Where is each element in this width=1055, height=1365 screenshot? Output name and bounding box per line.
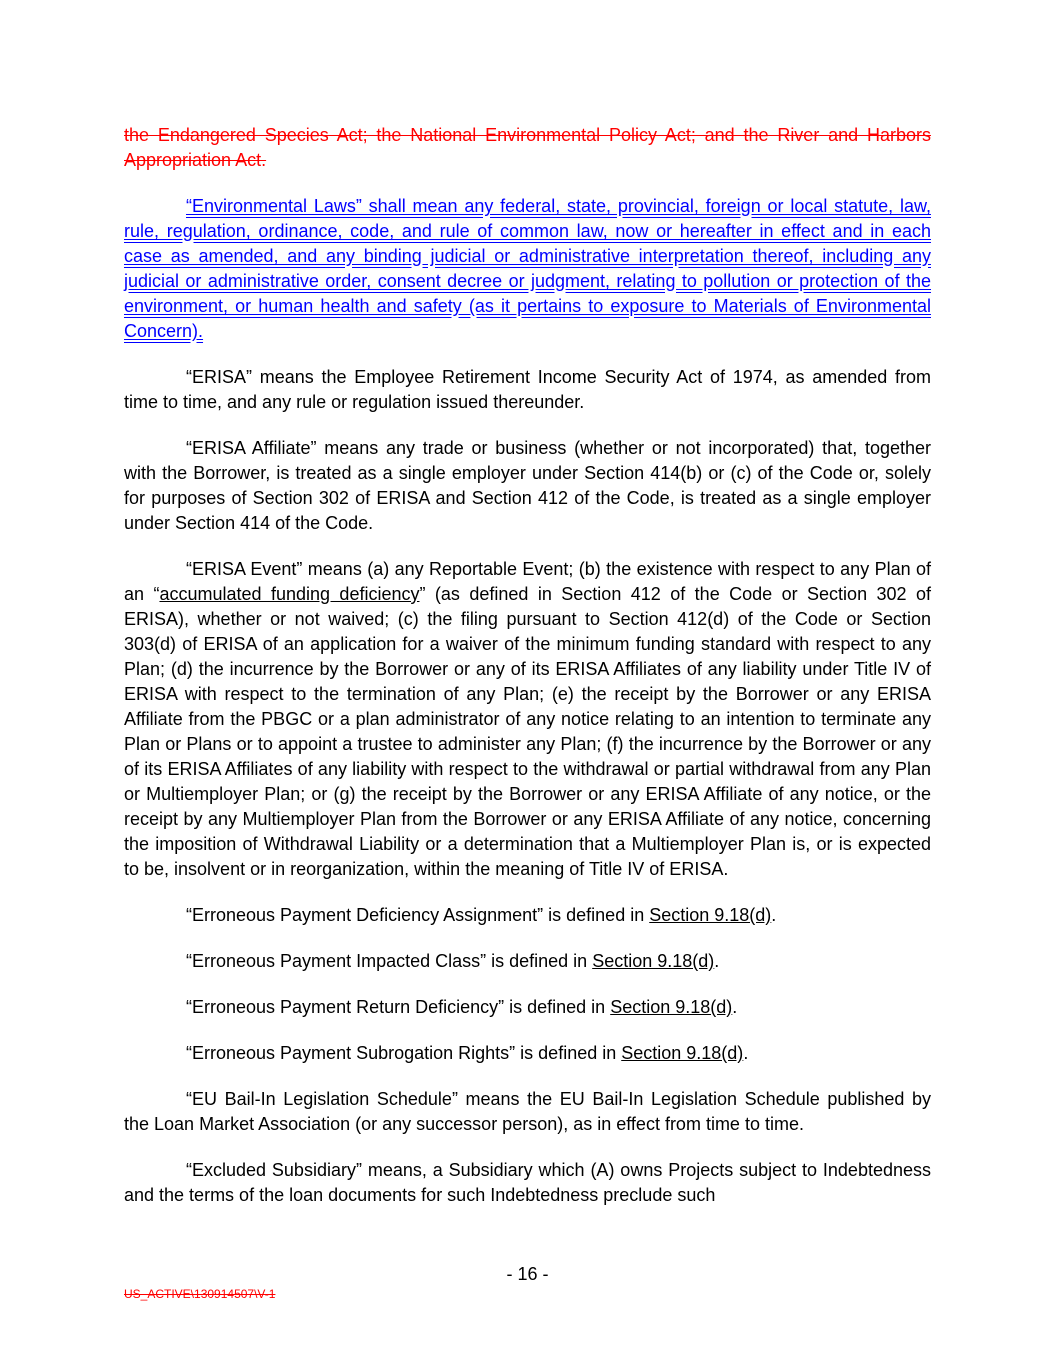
deleted-text: the Endangered Species Act; the National Environmental Policy Act; and the River and Harbors Appropriation Act. bbox=[124, 125, 931, 170]
definition-erroneous-payment-return-deficiency bbox=[124, 995, 931, 1020]
document-body bbox=[124, 123, 931, 1229]
definition-text: “ERISA Event” means (a) any Reportable Event; (b) the existence with respect to any Plan of an “ bbox=[124, 559, 931, 604]
punctuation: . bbox=[743, 1043, 749, 1063]
definition-erisa-affiliate bbox=[124, 436, 931, 536]
section-reference: Section 9.18(d) bbox=[592, 951, 715, 971]
punctuation: . bbox=[714, 951, 720, 971]
section-reference: Section 9.18(d) bbox=[649, 905, 772, 925]
definition-text: “Erroneous Payment Impacted Class” is defined in bbox=[186, 951, 593, 971]
section-reference: Section 9.18(d) bbox=[610, 997, 733, 1017]
section-reference: Section 9.18(d) bbox=[621, 1043, 744, 1063]
definition-text: “Erroneous Payment Deficiency Assignment” is defined in bbox=[186, 905, 650, 925]
definition-eu-bail-in-legislation-schedule bbox=[124, 1087, 931, 1137]
definition-text: ” (as defined in Section 412 of the Code or Section 302 of ERISA), whether or not waived; (c) the filing pursuant to Section 412(d) of the Code or Section 303(d) of ERISA of an application for a waiver of the minimum funding standard with respect to any Plan; (d) the incurrence by the Borrower or any of its ERISA Affiliates of any liability under Title IV of ERISA with respect to the termination of any Plan; (e) the receipt by the Borrower or any ERISA Affiliate from the PBGC or a plan administrator of any notice relating to an intention to terminate any Plan or Plans or to appoint a trustee to administer any Plan; (f) the incurrence by the Borrower or any of its ERISA Affiliates of any liability with respect to the withdrawal or partial withdrawal from any Plan or Multiemployer Plan; or (g) the receipt by the Borrower or any ERISA Affiliate of any notice, or the receipt by any Multiemployer Plan from the Borrower or any ERISA Affiliate of any notice, concerning the imposition of Withdrawal Liability or a determination that a Multiemployer Plan is, or is expected to be, insolvent or in reorganization, within the meaning of Title IV of ERISA. bbox=[124, 584, 931, 879]
definition-text: “ERISA” means the Employee Retirement Income Security Act of 1974, as amended from time to time, and any rule or regulation issued thereunder. bbox=[124, 367, 931, 412]
deleted-paragraph-environmental-acts bbox=[124, 123, 931, 173]
punctuation: . bbox=[732, 997, 738, 1017]
definition-text: “Erroneous Payment Subrogation Rights” is defined in bbox=[186, 1043, 622, 1063]
definition-text: “Erroneous Payment Return Deficiency” is defined in bbox=[186, 997, 611, 1017]
document-id: US_ACTIVE\130914507\V-1 bbox=[124, 1287, 276, 1301]
definition-erisa bbox=[124, 365, 931, 415]
underlined-term: accumulated funding deficiency bbox=[159, 584, 420, 604]
definition-text: “ERISA Affiliate” means any trade or business (whether or not incorporated) that, together with the Borrower, is treated as a single employer under Section 414(b) or (c) of the Code or, solely for purposes of Section 302 of ERISA and Section 412 of the Code, is treated as a single employer under Section 414 of the Code. bbox=[124, 438, 931, 533]
definition-environmental-laws bbox=[124, 194, 931, 344]
definition-erroneous-payment-impacted-class bbox=[124, 949, 931, 974]
page-number: - 16 - bbox=[506, 1264, 549, 1284]
punctuation: . bbox=[771, 905, 777, 925]
definition-erisa-event bbox=[124, 557, 931, 882]
definition-excluded-subsidiary bbox=[124, 1158, 931, 1208]
definition-text: “Excluded Subsidiary” means, a Subsidiary which (A) owns Projects subject to Indebtedness and the terms of the loan documents for such Indebtedness preclude such bbox=[124, 1160, 931, 1205]
definition-erroneous-payment-deficiency-assignment bbox=[124, 903, 931, 928]
inserted-text: “Environmental Laws” shall mean any federal, state, provincial, foreign or local statute, law, rule, regulation, ordinance, code, and rule of common law, now or hereafter in effect and in each case as amended, and any binding judicial or administrative interpretation thereof, including any judicial or administrative order, consent decree or judgment, relating to pollution or protection of the environment, or human health and safety (as it pertains to exposure to Materials of Environmental Concern). bbox=[124, 196, 931, 341]
definition-erroneous-payment-subrogation-rights bbox=[124, 1041, 931, 1066]
definition-text: “EU Bail-In Legislation Schedule” means the EU Bail-In Legislation Schedule published by the Loan Market Association (or any successor person), as in effect from time to time. bbox=[124, 1089, 931, 1134]
